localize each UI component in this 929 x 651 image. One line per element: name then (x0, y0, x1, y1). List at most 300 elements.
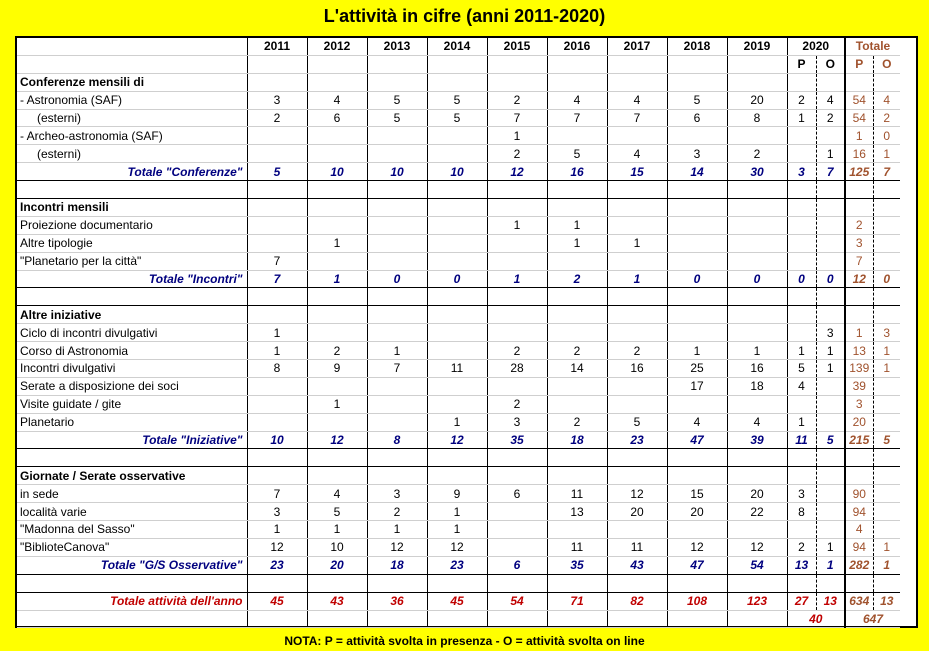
year-cell (607, 216, 667, 234)
year-cell (727, 449, 787, 467)
year-cell: 12 (727, 538, 787, 556)
header-row-years (17, 38, 900, 55)
cell-total-p (845, 467, 873, 485)
cell-2020-o (816, 413, 845, 431)
cell-total-o (873, 252, 900, 270)
year-cell (487, 288, 547, 306)
row-label: Corso di Astronomia (17, 342, 247, 360)
year-cell: 3 (247, 91, 307, 109)
year-cell (427, 234, 487, 252)
table-row (17, 109, 900, 127)
year-cell: 1 (247, 324, 307, 342)
year-cell: 36 (367, 592, 427, 610)
year-cell (547, 306, 607, 324)
year-cell (607, 449, 667, 467)
year-cell: 4 (667, 413, 727, 431)
table-row (17, 342, 900, 360)
subtotal-row (17, 270, 900, 288)
year-cell (727, 467, 787, 485)
year-cell (727, 324, 787, 342)
year-cell (547, 199, 607, 217)
cell-total-o: 1 (873, 538, 900, 556)
cell-2020-o (816, 288, 845, 306)
cell (607, 610, 667, 628)
cell-2020-o: 1 (816, 538, 845, 556)
year-cell (607, 306, 667, 324)
year-cell (667, 234, 727, 252)
table-row (17, 288, 900, 306)
year-cell: 23 (427, 556, 487, 574)
year-cell (607, 181, 667, 199)
year-cell: 1 (547, 216, 607, 234)
year-cell (607, 73, 667, 91)
subtotal-row (17, 556, 900, 574)
year-cell (427, 216, 487, 234)
cell-total-o (873, 467, 900, 485)
cell-total-o (873, 395, 900, 413)
header-blank (17, 55, 247, 73)
cell-total-p: 13 (845, 342, 873, 360)
row-label: Totale "Incontri" (17, 270, 247, 288)
header-p-total: P (845, 55, 873, 73)
row-label: Ciclo di incontri divulgativi (17, 324, 247, 342)
year-cell (247, 288, 307, 306)
table-row (17, 521, 900, 539)
cell-total-o: 7 (873, 163, 900, 181)
year-cell: 10 (307, 163, 367, 181)
year-cell (367, 145, 427, 163)
year-cell (547, 252, 607, 270)
year-cell: 5 (547, 145, 607, 163)
year-cell (247, 467, 307, 485)
year-cell: 43 (607, 556, 667, 574)
cell (727, 610, 787, 628)
year-cell (307, 199, 367, 217)
year-cell (547, 574, 607, 592)
cell-total-p: 4 (845, 521, 873, 539)
year-cell: 20 (727, 485, 787, 503)
cell-total-o: 5 (873, 431, 900, 449)
year-cell (367, 413, 427, 431)
year-cell (667, 199, 727, 217)
year-cell (547, 377, 607, 395)
cell-2020-p (787, 449, 816, 467)
year-header: 2014 (427, 38, 487, 55)
year-cell: 123 (727, 592, 787, 610)
year-cell (607, 288, 667, 306)
cell-total-p: 7 (845, 252, 873, 270)
year-cell (547, 127, 607, 145)
year-cell: 4 (607, 91, 667, 109)
year-cell: 1 (487, 216, 547, 234)
year-cell (607, 127, 667, 145)
year-cell (427, 145, 487, 163)
cell-2020-p (787, 127, 816, 145)
year-cell (247, 395, 307, 413)
subtotal-row (17, 163, 900, 181)
cell-2020-p (787, 521, 816, 539)
cell-total-p (845, 73, 873, 91)
year-cell (247, 199, 307, 217)
cell-total-p: 3 (845, 234, 873, 252)
table-row (17, 127, 900, 145)
year-cell: 11 (547, 538, 607, 556)
year-cell: 7 (547, 109, 607, 127)
row-label: Totale "G/S Osservative" (17, 556, 247, 574)
row-label: Totale "Iniziative" (17, 431, 247, 449)
cell-2020-p: 0 (787, 270, 816, 288)
year-cell: 14 (667, 163, 727, 181)
table-row (17, 413, 900, 431)
table-row (17, 145, 900, 163)
header-blank (547, 55, 607, 73)
cell-2020-p: 3 (787, 163, 816, 181)
year-cell (427, 306, 487, 324)
row-label: Conferenze mensili di (17, 73, 247, 91)
cell-2020-p: 3 (787, 485, 816, 503)
year-cell (307, 449, 367, 467)
table-row (17, 485, 900, 503)
year-cell: 7 (367, 360, 427, 378)
year-cell: 1 (367, 342, 427, 360)
year-cell: 17 (667, 377, 727, 395)
year-cell (487, 306, 547, 324)
year-cell: 3 (487, 413, 547, 431)
year-cell (667, 521, 727, 539)
cell-2020-p (787, 395, 816, 413)
header-blank (427, 55, 487, 73)
year-cell (367, 467, 427, 485)
year-cell (367, 306, 427, 324)
row-label: Altre iniziative (17, 306, 247, 324)
cell-total-p (845, 306, 873, 324)
year-cell: 3 (667, 145, 727, 163)
cell-2020-o (816, 377, 845, 395)
year-cell (307, 288, 367, 306)
table-row (17, 377, 900, 395)
year-cell: 1 (367, 521, 427, 539)
year-cell (247, 145, 307, 163)
year-cell: 6 (667, 109, 727, 127)
cell-2020-p: 4 (787, 377, 816, 395)
year-cell: 12 (367, 538, 427, 556)
year-cell (727, 395, 787, 413)
year-cell (607, 395, 667, 413)
year-cell (307, 467, 367, 485)
year-cell (307, 324, 367, 342)
year-cell: 4 (307, 485, 367, 503)
year-cell (667, 252, 727, 270)
year-cell: 30 (727, 163, 787, 181)
cell-2020-p: 5 (787, 360, 816, 378)
year-cell (367, 288, 427, 306)
row-label: Serate a disposizione dei soci (17, 377, 247, 395)
cell-total-o (873, 503, 900, 521)
year-cell (307, 181, 367, 199)
header-o-total: O (873, 55, 900, 73)
year-header: 2013 (367, 38, 427, 55)
year-cell (307, 127, 367, 145)
year-cell: 9 (427, 485, 487, 503)
year-cell: 5 (427, 109, 487, 127)
cell-2020-o: 13 (816, 592, 845, 610)
year-cell: 8 (367, 431, 427, 449)
cell-2020-o: 0 (816, 270, 845, 288)
cell-2020-p (787, 145, 816, 163)
cell-total-o: 4 (873, 91, 900, 109)
year-cell (607, 199, 667, 217)
row-label: (esterni) (17, 109, 247, 127)
year-cell (487, 181, 547, 199)
year-cell (427, 449, 487, 467)
row-label: località varie (17, 503, 247, 521)
cell-total-o (873, 485, 900, 503)
row-label (17, 449, 247, 467)
cell-total-o: 1 (873, 360, 900, 378)
row-label: Visite guidate / gite (17, 395, 247, 413)
total-header: Totale (845, 38, 900, 55)
year-cell (307, 252, 367, 270)
cell-2020-p: 27 (787, 592, 816, 610)
row-label: "Planetario per la città" (17, 252, 247, 270)
header-blank (727, 55, 787, 73)
year-cell: 5 (607, 413, 667, 431)
year-header: 2011 (247, 38, 307, 55)
year-cell: 18 (727, 377, 787, 395)
cell-total-o (873, 413, 900, 431)
sum-2020: 40 (787, 610, 845, 628)
year-cell: 6 (487, 485, 547, 503)
year-cell: 1 (307, 270, 367, 288)
table-row (17, 324, 900, 342)
cell-total-p: 20 (845, 413, 873, 431)
cell-total-p: 94 (845, 503, 873, 521)
cell (307, 610, 367, 628)
cell-total-o (873, 574, 900, 592)
year-cell: 2 (247, 109, 307, 127)
year-cell: 5 (307, 503, 367, 521)
cell-total-o: 13 (873, 592, 900, 610)
year-cell: 20 (727, 91, 787, 109)
year-cell (367, 252, 427, 270)
year-cell: 2 (547, 413, 607, 431)
year-cell (607, 467, 667, 485)
cell-total-o (873, 288, 900, 306)
header-blank (607, 55, 667, 73)
cell-2020-p: 8 (787, 503, 816, 521)
header-blank (667, 55, 727, 73)
table-row (17, 610, 900, 628)
year-cell: 3 (367, 485, 427, 503)
year-cell: 16 (547, 163, 607, 181)
year-cell (307, 413, 367, 431)
year-cell (427, 127, 487, 145)
year-cell (487, 503, 547, 521)
cell-2020-o (816, 574, 845, 592)
year-cell: 1 (307, 395, 367, 413)
year-cell (727, 216, 787, 234)
year-cell (307, 377, 367, 395)
year-cell (247, 574, 307, 592)
year-cell: 2 (727, 145, 787, 163)
row-label: Incontri mensili (17, 199, 247, 217)
cell-2020-p (787, 181, 816, 199)
year-cell: 2 (487, 145, 547, 163)
year-cell: 16 (727, 360, 787, 378)
year-cell: 45 (427, 592, 487, 610)
cell-total-p: 282 (845, 556, 873, 574)
row-label: Incontri divulgativi (17, 360, 247, 378)
year-cell (727, 199, 787, 217)
year-cell: 7 (247, 270, 307, 288)
table-row (17, 216, 900, 234)
cell-total-p: 39 (845, 377, 873, 395)
year-cell: 11 (547, 485, 607, 503)
cell-total-p: 94 (845, 538, 873, 556)
year-header: 2016 (547, 38, 607, 55)
cell-2020-p (787, 234, 816, 252)
year-cell: 7 (247, 485, 307, 503)
year-cell: 2 (607, 342, 667, 360)
cell-2020-p: 11 (787, 431, 816, 449)
year-cell (547, 324, 607, 342)
cell-2020-o (816, 467, 845, 485)
header-p-2020: P (787, 55, 816, 73)
year-cell (487, 324, 547, 342)
row-label: Totale "Conferenze" (17, 163, 247, 181)
grand-total-row (17, 592, 900, 610)
year-cell: 2 (307, 342, 367, 360)
year-cell: 10 (427, 163, 487, 181)
year-header: 2017 (607, 38, 667, 55)
row-label: in sede (17, 485, 247, 503)
year-cell: 1 (247, 342, 307, 360)
year-cell: 23 (247, 556, 307, 574)
header-row-po (17, 55, 900, 73)
footnote: NOTA: P = attività svolta in presenza - O = attività svolta on line (284, 634, 645, 648)
subtotal-row (17, 431, 900, 449)
year-cell: 35 (487, 431, 547, 449)
year-cell (547, 73, 607, 91)
cell-2020-o (816, 306, 845, 324)
cell-total-p: 90 (845, 485, 873, 503)
year-cell (367, 127, 427, 145)
year-cell: 12 (247, 538, 307, 556)
year-cell: 2 (547, 270, 607, 288)
cell-total-o (873, 377, 900, 395)
year-cell: 12 (667, 538, 727, 556)
row-label: "BiblioteCanova" (17, 538, 247, 556)
cell-total-p: 54 (845, 91, 873, 109)
year-cell (367, 216, 427, 234)
cell-2020-o: 1 (816, 556, 845, 574)
cell-total-o (873, 521, 900, 539)
year-cell (427, 395, 487, 413)
year-cell (367, 181, 427, 199)
year-cell (307, 145, 367, 163)
header-corner (17, 38, 247, 55)
year-cell: 5 (367, 109, 427, 127)
year-cell: 1 (607, 270, 667, 288)
section-row (17, 306, 900, 324)
cell-total-p: 1 (845, 324, 873, 342)
cell-total-p (845, 574, 873, 592)
cell-2020-p: 13 (787, 556, 816, 574)
year-cell (307, 574, 367, 592)
cell-total-p: 12 (845, 270, 873, 288)
cell-2020-o (816, 449, 845, 467)
year-cell: 5 (247, 163, 307, 181)
cell (487, 610, 547, 628)
cell-2020-p (787, 574, 816, 592)
year-cell (247, 234, 307, 252)
year-cell (367, 574, 427, 592)
year-cell: 7 (607, 109, 667, 127)
year-cell (247, 377, 307, 395)
page-title: L'attività in cifre (anni 2011-2020) (323, 6, 606, 26)
year-cell: 11 (427, 360, 487, 378)
year-cell: 1 (487, 270, 547, 288)
cell-2020-o (816, 216, 845, 234)
year-cell: 54 (487, 592, 547, 610)
year-cell: 10 (307, 538, 367, 556)
year-cell (667, 216, 727, 234)
year-cell (667, 574, 727, 592)
header-o-2020: O (816, 55, 845, 73)
cell-total-o (873, 216, 900, 234)
year-cell: 7 (487, 109, 547, 127)
cell-2020-p (787, 467, 816, 485)
year-cell (427, 574, 487, 592)
year-cell (487, 199, 547, 217)
year-cell (667, 73, 727, 91)
year-cell (607, 377, 667, 395)
cell-total-o: 1 (873, 556, 900, 574)
year-cell (727, 127, 787, 145)
cell-2020-o: 1 (816, 342, 845, 360)
year-cell: 18 (547, 431, 607, 449)
year-cell: 2 (367, 503, 427, 521)
header-blank (367, 55, 427, 73)
cell-2020-p: 1 (787, 109, 816, 127)
year-cell: 9 (307, 360, 367, 378)
year-cell (247, 216, 307, 234)
cell-total-p: 125 (845, 163, 873, 181)
sum-total: 647 (845, 610, 900, 628)
year-cell: 12 (427, 538, 487, 556)
row-label: - Archeo-astronomia (SAF) (17, 127, 247, 145)
header-blank (247, 55, 307, 73)
year-cell (367, 199, 427, 217)
year-cell: 1 (547, 234, 607, 252)
cell-2020-p (787, 306, 816, 324)
row-label: Giornate / Serate osservative (17, 467, 247, 485)
year-cell: 1 (607, 234, 667, 252)
cell-2020-p: 2 (787, 91, 816, 109)
year-cell (307, 306, 367, 324)
year-cell (427, 324, 487, 342)
year-cell (487, 234, 547, 252)
year-header: 2015 (487, 38, 547, 55)
cell-2020-o: 1 (816, 145, 845, 163)
year-cell: 7 (247, 252, 307, 270)
year-cell (487, 252, 547, 270)
cell-total-p (845, 181, 873, 199)
year-cell: 12 (487, 163, 547, 181)
table-row (17, 181, 900, 199)
year-header-2020: 2020 (787, 38, 845, 55)
table-row (17, 574, 900, 592)
